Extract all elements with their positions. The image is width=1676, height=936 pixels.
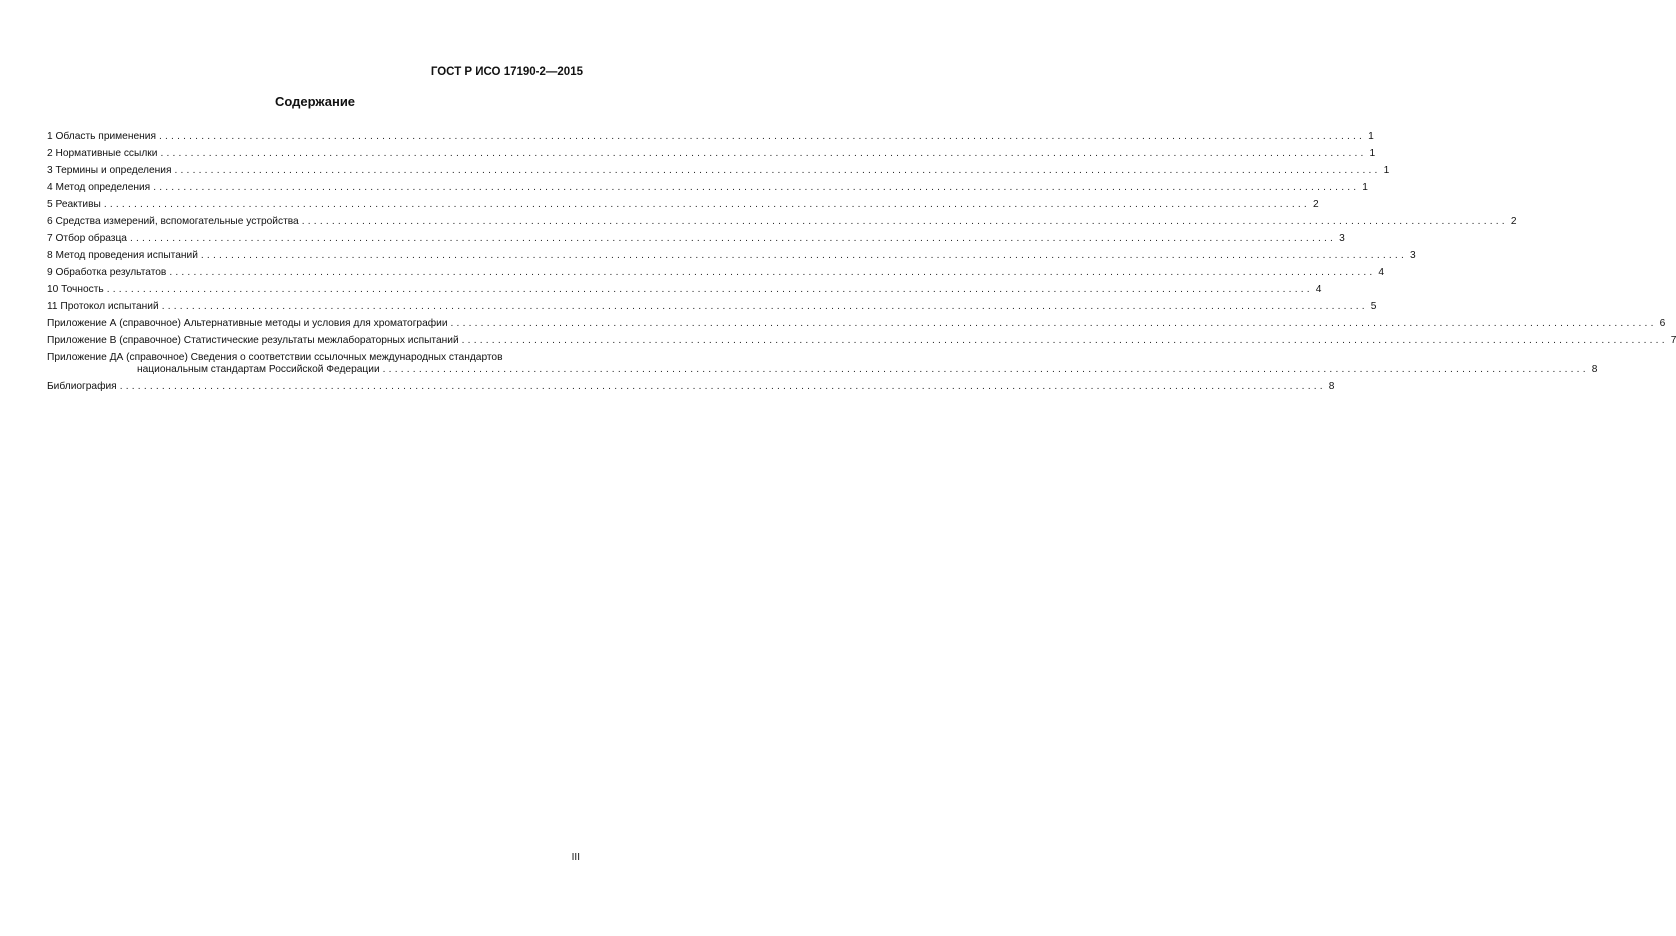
toc-entry[interactable] xyxy=(47,279,1322,296)
toc-entry-label: 1 Область применения xyxy=(47,131,156,142)
toc-entry-label: 7 Отбор образца xyxy=(47,233,127,244)
toc-leader: ........................................................................................................................................................................................................ xyxy=(450,318,1657,329)
toc-entry-label: 10 Точность xyxy=(47,284,104,295)
toc-leader: ........................................................................................................................................................................................................ xyxy=(382,364,1589,375)
toc-leader: ........................................................................................................................................................................................................ xyxy=(174,165,1381,176)
toc-leader: ........................................................................................................................................................................................................ xyxy=(153,182,1360,193)
toc-entry[interactable] xyxy=(47,211,1517,228)
toc-leader: ........................................................................................................................................................................................................ xyxy=(461,335,1668,346)
toc-leader: ........................................................................................................................................................................................................ xyxy=(161,301,1368,312)
toc-entry-page: 5 xyxy=(1370,301,1377,312)
toc-entry[interactable] xyxy=(47,330,1676,347)
toc-entry-page: 6 xyxy=(1659,318,1666,329)
toc-entry[interactable] xyxy=(47,126,1374,143)
toc-entry-page: 2 xyxy=(1510,216,1517,227)
toc-entry[interactable] xyxy=(47,160,1390,177)
toc-entry-label: 4 Метод определения xyxy=(47,182,151,193)
toc-entry-label: 3 Термины и определения xyxy=(47,165,172,176)
toc-entry[interactable] xyxy=(47,313,1666,330)
toc-entry-page: 3 xyxy=(1410,250,1416,261)
toc-entry-label: Приложение ДА (справочное) Сведения о соответствии ссылочных международных стандартов xyxy=(47,352,503,363)
toc-leader: ........................................................................................................................................................................................................ xyxy=(106,284,1313,295)
toc-entry[interactable] xyxy=(47,194,1319,211)
toc-leader: ........................................................................................................................................................................................................ xyxy=(158,131,1366,142)
toc-entry-label: 5 Реактивы xyxy=(47,199,101,210)
toc-entry-label: 2 Нормативные ссылки xyxy=(47,148,158,159)
toc-entry-page: 1 xyxy=(1362,182,1368,193)
toc-entry-page: 2 xyxy=(1312,199,1319,210)
toc-entry-page: 1 xyxy=(1368,131,1374,142)
toc-leader: ........................................................................................................................................................................................................ xyxy=(169,267,1376,278)
toc-entry-page: 4 xyxy=(1378,267,1385,278)
toc-entry-page: 4 xyxy=(1315,284,1322,295)
toc-entry-page: 3 xyxy=(1339,233,1345,244)
toc-entry-page: 8 xyxy=(1328,381,1335,392)
toc-entry-label-continuation: национальным стандартам Российской Федерации xyxy=(137,364,380,375)
toc-leader: ........................................................................................................................................................................................................ xyxy=(200,250,1407,261)
toc-entry[interactable] xyxy=(47,262,1385,279)
toc-entry-page: 1 xyxy=(1383,165,1390,176)
toc-entry[interactable] xyxy=(47,143,1376,160)
toc-entry-label: Приложение В (справочное) Статистические результаты межлабораторных испытаний xyxy=(47,335,459,346)
page-number: III xyxy=(571,852,580,863)
toc-entry-page: 7 xyxy=(1670,335,1676,346)
toc-entry-label: 6 Средства измерений, вспомогательные устройства xyxy=(47,216,299,227)
toc-entry-label: 8 Метод проведения испытаний xyxy=(47,250,198,261)
toc-leader: ........................................................................................................................................................................................................ xyxy=(160,148,1367,159)
toc-entry-page: 1 xyxy=(1369,148,1376,159)
document-id: ГОСТ Р ИСО 17190-2—2015 xyxy=(430,66,583,78)
toc-leader: ........................................................................................................................................................................................................ xyxy=(119,381,1326,392)
toc-entry[interactable] xyxy=(47,228,1345,245)
toc-entry[interactable] xyxy=(47,177,1368,194)
toc-leader: ........................................................................................................................................................................................................ xyxy=(301,216,1508,227)
toc-leader: ........................................................................................................................................................................................................ xyxy=(129,233,1337,244)
toc-entry-label: 9 Обработка результатов xyxy=(47,267,167,278)
table-of-contents xyxy=(47,126,1676,393)
toc-entry-label: Приложение А (справочное) Альтернативные методы и условия для хроматографии xyxy=(47,318,448,329)
toc-entry-label: Библиография xyxy=(47,381,117,392)
toc-entry-bibliography[interactable] xyxy=(47,376,1335,393)
toc-leader: ........................................................................................................................................................................................................ xyxy=(103,199,1310,210)
toc-entry-appendix-da[interactable] xyxy=(47,347,1598,376)
toc-entry-label: 11 Протокол испытаний xyxy=(47,301,159,312)
toc-entry[interactable] xyxy=(47,296,1377,313)
page-title: Содержание xyxy=(274,94,356,109)
toc-entry-page: 8 xyxy=(1591,364,1598,375)
toc-entry[interactable] xyxy=(47,245,1416,262)
